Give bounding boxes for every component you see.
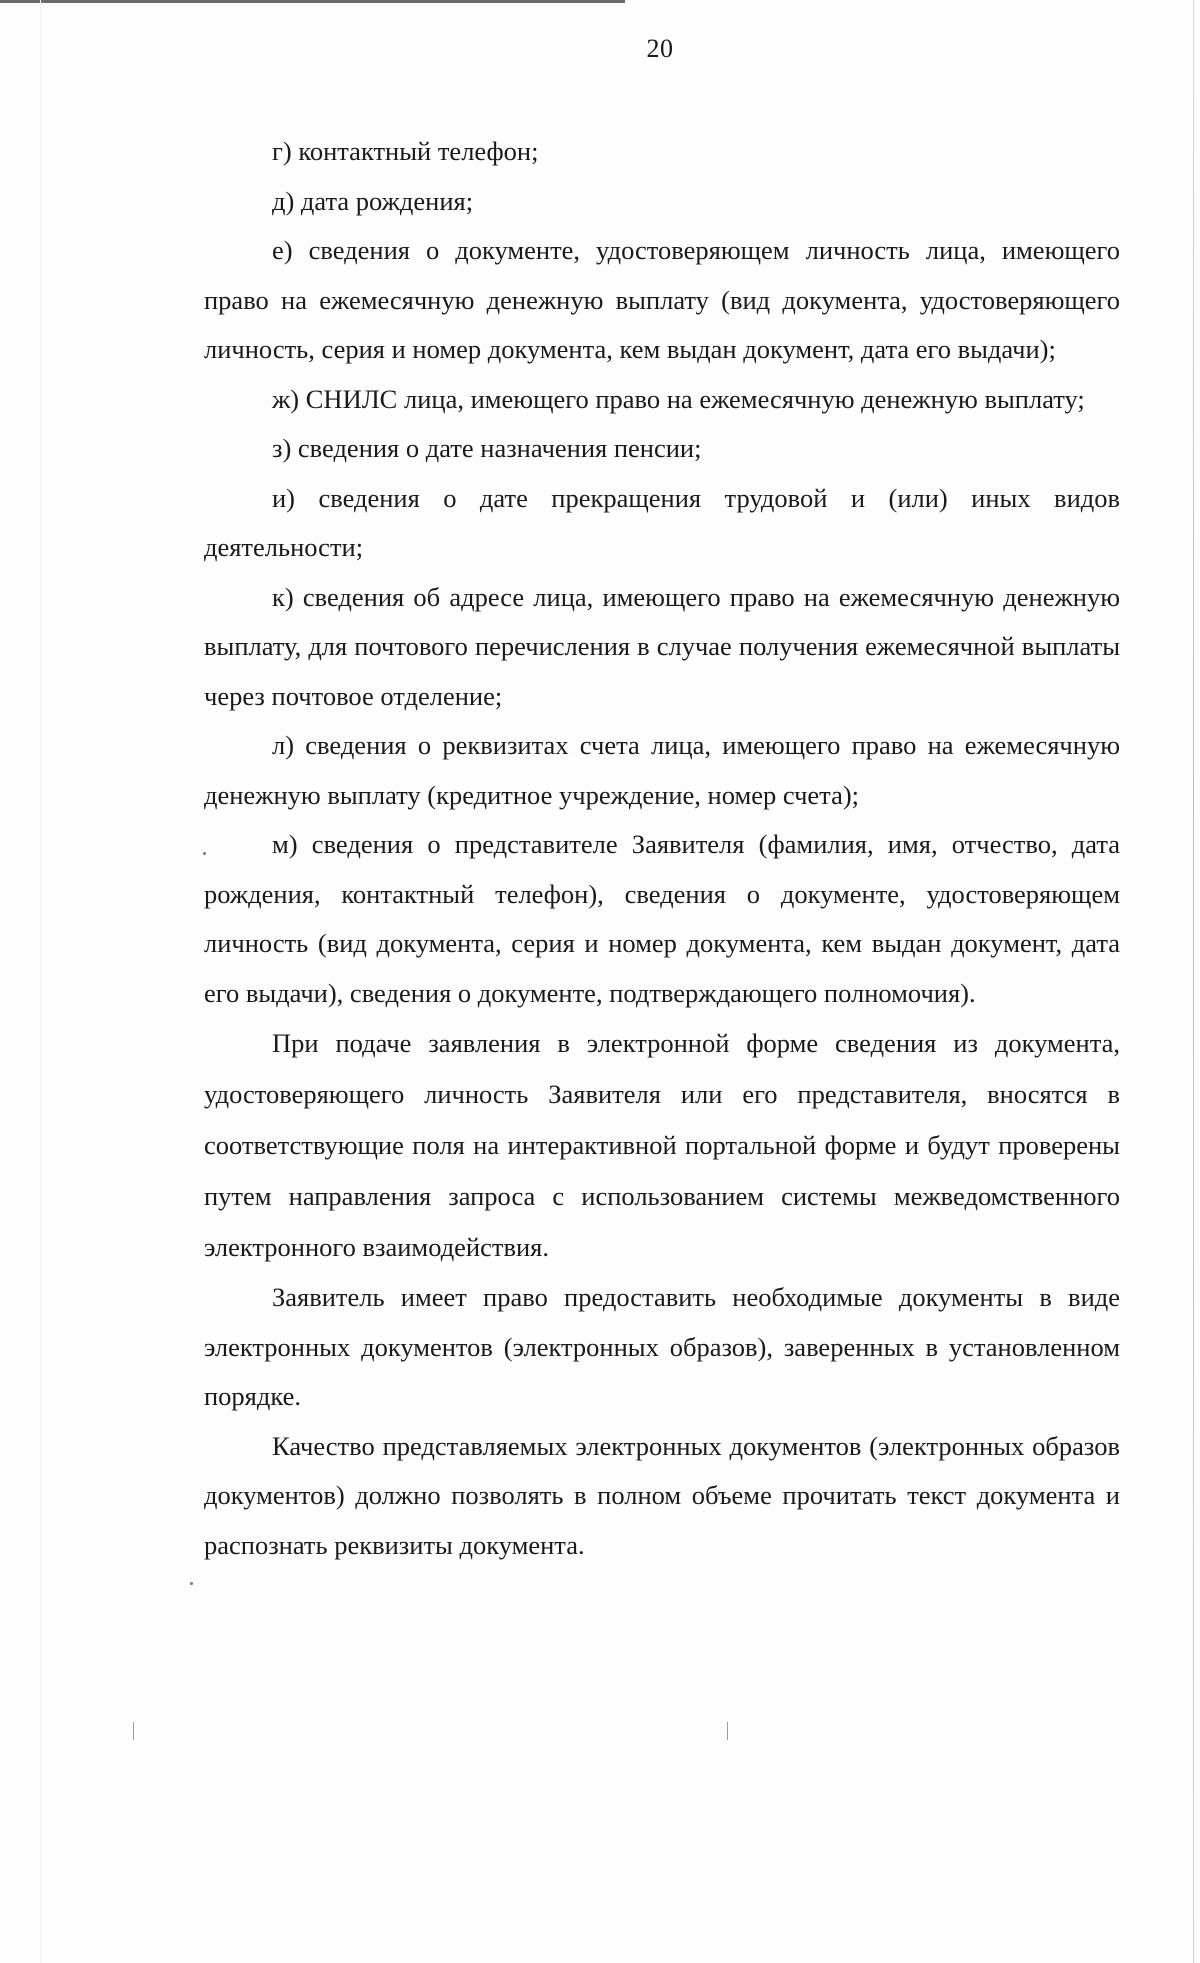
paragraph-l: л) сведения о реквизитах счета лица, имеющего право на ежемесячную денежную выплату (кредитное учреждение, номер счета); bbox=[204, 730, 1120, 810]
paragraph-m: м) сведения о представителе Заявителя (фамилия, имя, отчество, дата рождения, контактный телефон), сведения о документе, удостоверяющем личность (вид документа, серия и номер документа, кем выдан документ, дата его выдачи), сведения о документе, подтверждающего полномочия). bbox=[204, 829, 1120, 1008]
scan-dot bbox=[190, 1582, 193, 1585]
scan-mark bbox=[133, 1722, 134, 1740]
top-rule bbox=[0, 0, 625, 3]
paragraph-z: з) сведения о дате назначения пенсии; bbox=[272, 433, 702, 463]
paragraph-d: д) дата рождения; bbox=[272, 185, 474, 216]
document-body bbox=[204, 127, 1120, 1570]
paragraph-applicant-rights: Заявитель имеет право предоставить необходимые документы в виде электронных документов (электронных образов), заверенных в установленном порядке. bbox=[204, 1282, 1120, 1411]
left-scan-edge bbox=[40, 0, 41, 1963]
page-number: 20 bbox=[646, 34, 674, 63]
paragraph-zh: ж) СНИЛС лица, имеющего право на ежемесячную денежную выплату; bbox=[272, 383, 1085, 414]
paragraph-k: к) сведения об адресе лица, имеющего право на ежемесячную денежную выплату, для почтового перечисления в случае получения ежемесячной выплаты через почтовое отделение; bbox=[204, 581, 1120, 711]
scan-dot bbox=[203, 852, 206, 855]
paragraph-i: и) сведения о дате прекращения трудовой и (или) иных видов деятельности; bbox=[204, 482, 1120, 562]
paragraph-e: е) сведения о документе, удостоверяющем личность лица, имеющего право на ежемесячную денежную выплату (вид документа, удостоверяющего личность, серия и номер документа, кем выдан документ, дата его выдачи); bbox=[204, 235, 1120, 364]
paragraph-electronic-submission: При подаче заявления в электронной форме сведения из документа, удостоверяющего личность Заявителя или его представителя, вносятся в соответствующие поля на интерактивной портальной форме и будут проверены путем направления запроса с использованием системы межведомственного электронного взаимодействия. bbox=[204, 1028, 1120, 1262]
paragraph-quality: Качество представляемых электронных документов (электронных образов документов) должно позволять в полном объеме прочитать текст документа и распознать реквизиты документа. bbox=[204, 1430, 1120, 1560]
scan-mark bbox=[727, 1722, 728, 1740]
right-scan-edge bbox=[1193, 0, 1194, 1963]
paragraph-g: г) контактный телефон; bbox=[272, 136, 539, 166]
